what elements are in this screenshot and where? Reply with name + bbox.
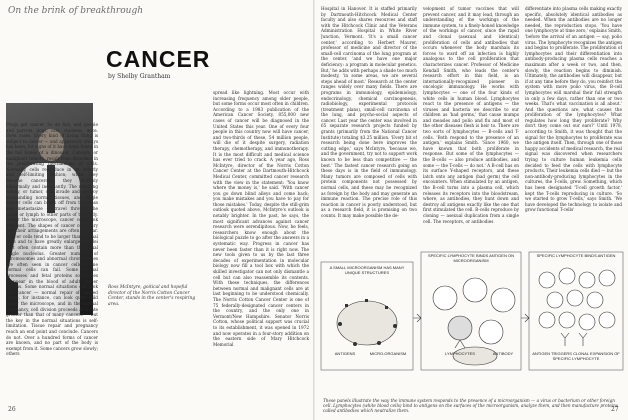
body-column-left: Frogs get cancer. So do fish, and people and parrots, dogs, cats, chickens, mice. Even roses. Every kind of living thing is subject to cancer — and apparently always has been, for signs of it have been found in the tail bones of a dinosaur. Cancers, or malignant tumors, result from disorders in the proliferating mechanisms of cells. Normally, cells reproduce in an orderly and self-limiting fashion; when they become cancerous, they multiply abnormally and incessantly. The resulting colony, or tumor, can invade and destroy surrounding normal tissues, and single cancer cells can break off from the mass and metastasize — travel through the blood or lymph to other parts of the body. Under the microscope, cancer cells look different. The shapes of cancer cells vary and their arrangements are often unclear. Cancer cells tend to be larger than normal cells and to have greatly enlarged nuclei that often contain more than the usual single nucleolus. Greater numbers of chromosomes and abnormal chromosomes are often seen in cancer cells. Some normal cells can fail. Some normal processes and fetal proteins sometimes reappear in the blood of adult cancer victims. Some normal situations can look like cancer — normal repair of injured tissue, for instance, can look quite wild under the microscope, and in the normal pregnancy, cell division proceeds at a rate greater than that of many cancers — but the key in the normal situations is self-limitation. Tissue repair and pregnancy reach an end point and conclude. Cancers do not. Over a hundred forms of cancer are known, and no part of the body is exempt from it. Some cancers grow slowly; others [6, 122, 98, 357]
lymphocyte-cell [463, 278, 487, 302]
body-column-r2: velopment of tumor vaccines that will prevent cancer, and it may lead, through an understanding of the workings of the immune system, to a finely-honed knowledge of the workings of cancer, since the rapid and clonal (asexual and identical) proliferation of cells and antibodies that occurs whenever the body marshals its forces to ward off an infection is highly analogous to the cell proliferation that characterizes cancer. Professor of Medicine Kendall Smith, who leads the center's research effort in this field, is an internationally-recognized pioneer in oncologic immunology. He works with lymphocytes — one of the four kinds of white cells in human blood. Lymphocytes react to the presence of antigens — the viruses and bacteria we describe to our children as 'bad germs,' that cause mumps and measles and polio and flu and most of the other diseases flesh is heir to. There are two sorts of lymphocytes — B-cells and T-cells. 'Both respond to the presence of an antigen,' explains Smith. 'Since 1960, we have known that both proliferate in response. But some of the lymphocytes — the B-cells — also produce antibodies, and some — the T-cells — do not.' A B-cell has on its surface Y-shaped receptors, and these latch onto any antigen (bad germ) the cell encounters. When stimulated by an antigen, the B-cell turns into a plasma cell, which releases its receptors into the bloodstream, where, as antibodies, they hunt down and destroy all antigens exactly like the one that first stimulated the cell. B-cells reproduce by cloning — asexual duplication from a single cell. The receptors, or antibodies [423, 6, 519, 224]
lymphocyte-cell [491, 288, 515, 312]
lymphocyte-cell [448, 316, 472, 340]
article-title: CANCER [106, 46, 211, 72]
photo-caption: Ross McIntyre, goitical and hopeful director of the Norris Cotton Cancer Center, stands in the center's respiring area. [108, 285, 196, 307]
diagram-caption: These panels illustrate the way the immune system responds to the presence of a microorganism — a virus or bacterium or other foreign cell. Lymphocytes (white blood cells) bind to antigens on the surfaces of the microorganism, analyze them, and then manufacture proteins called antibodies which neutralize them. [323, 398, 618, 414]
body-column-r1: Hospital in Hanover. It is staffed primarily by Dartmouth-Hitchcock Medical Center faculty and also shares resources and staff with the Hitchcock Clinic and the Veterans Administration Hospital in White River Junction, Vermont. 'It's a small cancer center,' according to Herbert Maurer, professor of medicine and director of the small-cell carcinoma of the lung program at the center, 'and we have one major deficiency: a program in molecular genetics. But,' he adds with perhaps a shade too much modesty, 'in some areas, we are several steps ahead of most.' Research at the center ranges widely over many fields. There are programs in immunology, epidemiology, endocrinology, chemical carcinogenesis, radiobiology, experimental protocols (treatment plans), small-cell carcinoma of the lung, and psycho-social aspects of cancer. Last year the center was involved in 65 separate research projects funded by grants (primarily from the National Cancer Institute) totaling $3.25 million. 'Every bit of research being done here improves the cutting edge,' says McIntyre, 'because we, and the government, try not to support work known to be less than competitive — the best.' The fastest cancer research going on these days is in the field of immunology. Many tumors are composed of cells with protein components not possessed by normal cells, and these may be recognized as foreign by the body and may generate an immune reaction. The precise role of this reaction in cancer is poorly understood, but as a research field, it is promising on two counts. It may make possible the de- [321, 6, 417, 218]
diagram-label-5: ANTIGEN TRIGGERS CLONAL EXPANSION OF SPECIFIC LYMPHOCYTE [532, 351, 620, 361]
section-kicker: On the brink of breakthrough [8, 6, 143, 16]
diagram-label-microorganism: MICRO-ORGANISM [369, 351, 407, 356]
page-number-left: 26 [8, 406, 16, 413]
left-page [0, 0, 313, 420]
diagram-label-2: SPECIFIC LYMPHOCYTE BINDS ANTIGEN ON MICROORGANISM [428, 253, 514, 263]
diagram-label-3: SPECIFIC LYMPHOCYTE BINDS ANTIGEN [536, 253, 616, 258]
page-number-right: 27 [611, 406, 619, 413]
right-page [315, 0, 628, 420]
body-column-mid: spread like lightning. Most occur with increasing frequency among older people, but some forms occur most often in children. According to a 1983 publication of the American Cancer Society, 855,000 new cases of cancer will be diagnosed in the United States this year. One of every four people in this country now will have cancer, and two-thirds of these, 54 million people, will die of it despite surgery, radiation therapy, chemotherapy, and immunotherapy. It is the most difficult and medical science has ever tried to crack. A year ago, Ross McIntyre, director of the Norris Cotton Cancer Center at the Dartmouth-Hitchcock Medical Center, committed cancer research with the view in the statement: 'You know where the money is,' he said. 'With cancer you go down blind alleys and come back; you make mistakes and you have to pay for those mistakes.' Today, despite the still-grim outlook quoted above, McIntyre's outlook is notably brighter. In the past, he says, the most significant advances against cancer research were serendipitous. Now, he feels, researchers know enough about the biological puzzle to go after the answers in a systematic way. Progress in cancer has never been faster than it is right now. The new tools given to us by the last three decades of experimentation in molecular biology now fill a tool box with which the skilled investigator can not only dismantle a cell but can also reassemble its contents. With these techniques, the differences between normal and malignant cells are at last beginning to be understood chemically. The Norris Cotton Cancer Center is one of 75 federally-designated cancer centers in the country, and the only one in Vermont/New Hampshire. Senator Norris Cotton, whose political support was crucial to its establishment, it was opened in 1972 and now operates in a four-story addition on the eastern side of Mary Hitchcock Memorial [213, 90, 309, 347]
body-column-center [106, 90, 206, 278]
diagram-label-lymphocytes: LYMPHOCYTES [445, 351, 475, 356]
lymphocyte-cell [433, 286, 457, 310]
body-column-r3: differentiate into plasma cells making exactly specific, absolutely identical antibodies as needed. When the antibodies are no longer needed, the reproduction stops. 'You have one lymphocyte at time zero,' explains Smith, 'before the arrival of an antigen — say, polio virus. The lymphocyte recognizes the antigen and begins to proliferate. The proliferation of lymphocytes and their differentiation into antibody-producing plasma cells reaches a maximum after a week or two, and then, slowly, the reaction begins to diminish. Ultimately, the antibodies will disappear, but if at any time before they do, you reinfect the system with more polio virus, the B-cell lymphocytes will marshal their full strength in only a few days, rather than one or two weeks. That's what vaccination is all about.' And the questions are, what causes the proliferation of the lymphocytes? What regulates how long they proliferate? Why don't they come out our ears?' Until 1978, according to Smith, it was thought that the signal for the lymphocytes to proliferate was the antigen itself. Then, through one of those happy accidents of medical research, the real signal was discovered when researchers trying to culture human leukemia cells decided to feed the cells with lymphocyte products. Their leukemia cells died — but the non-antibody-producing lymphocytes in the cultures, the T-cells, grew. Something, which has been designated 'T-cell growth factor,' kept the T-cells reproducing in culture. 'So we started to grow T-cells,' says Smith. 'We have developed the technology to isolate and grow functional T-cells' [525, 6, 622, 213]
byline: by Shelby Grantham [108, 73, 171, 80]
diagram-label-antigens: ANTIGENS [334, 351, 356, 356]
diagram-label-antibody: ANTIBODY [492, 351, 514, 356]
diagram-label-1: A SMALL MICROORGANISM HAS MANY UNIQUE STRUCTURES [329, 265, 405, 275]
body-column-intro [6, 60, 98, 100]
lymphocyte-cell [479, 320, 503, 344]
